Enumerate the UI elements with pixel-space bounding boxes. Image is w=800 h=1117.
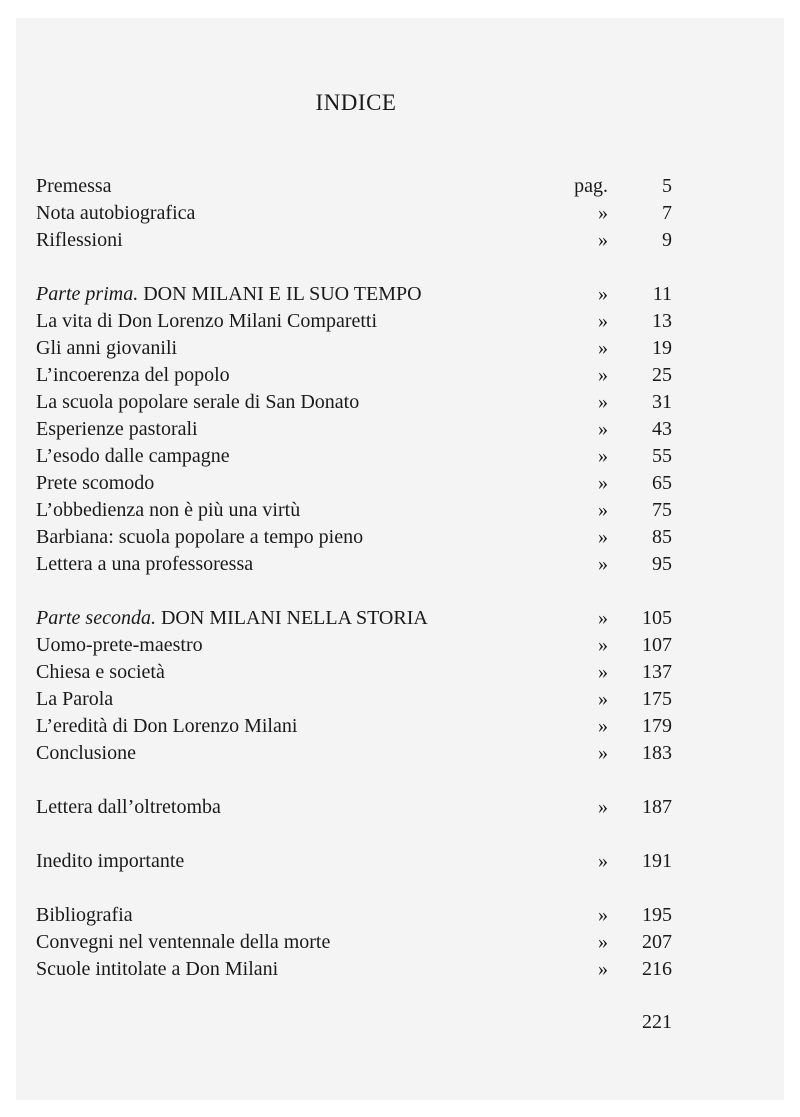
toc-part-heading-prima	[36, 281, 672, 308]
toc-entry-page: 31	[652, 391, 672, 413]
toc-entry-page: 9	[662, 229, 672, 251]
toc-entry	[36, 416, 672, 443]
toc-entry-ditto: »	[598, 391, 608, 413]
toc-entry-page: 191	[642, 850, 672, 872]
toc-entry-title: Gli anni giovanili	[36, 337, 178, 359]
toc-entry	[36, 551, 672, 578]
toc-entry-title: Lettera dall’oltretomba	[36, 796, 221, 818]
book-page	[16, 18, 784, 1100]
toc-entry-page: 75	[652, 499, 672, 521]
toc-spacer	[36, 254, 672, 281]
toc-entry-page: 216	[642, 958, 672, 980]
toc-entry-premessa	[36, 173, 672, 200]
toc-entry-ditto: »	[598, 742, 608, 764]
toc-entry-page: 183	[642, 742, 672, 764]
toc-entry-title: Conclusione	[36, 742, 136, 764]
toc-entry-ditto: »	[598, 796, 608, 818]
toc-entry-title: L’incoerenza del popolo	[36, 364, 230, 386]
toc-entry-page: 43	[652, 418, 672, 440]
toc-entry	[36, 713, 672, 740]
toc-part-title	[36, 281, 422, 308]
toc-entry-page: 95	[652, 553, 672, 575]
toc-entry	[36, 470, 672, 497]
toc-part-label: Parte seconda.	[36, 607, 156, 629]
toc-part-name: DON MILANI NELLA STORIA	[160, 607, 428, 629]
toc-entry-ditto: »	[598, 931, 608, 953]
toc-entry-page: 19	[652, 337, 672, 359]
toc-entry-ditto: »	[598, 607, 608, 629]
toc-part-heading-seconda	[36, 605, 672, 632]
toc-entry-ditto: »	[598, 337, 608, 359]
toc-entry	[36, 632, 672, 659]
toc-entry	[36, 362, 672, 389]
toc-entry-page: 107	[642, 634, 672, 656]
table-of-contents	[36, 173, 672, 983]
toc-entry-ditto: »	[598, 634, 608, 656]
toc-entry-ditto: »	[598, 715, 608, 737]
toc-entry-ditto: »	[598, 472, 608, 494]
toc-entry-ditto: »	[598, 445, 608, 467]
toc-entry-title: Chiesa e società	[36, 661, 165, 683]
toc-entry-title: Prete scomodo	[36, 472, 155, 494]
toc-entry	[36, 659, 672, 686]
toc-entry-title: L’eredità di Don Lorenzo Milani	[36, 715, 298, 737]
toc-entry-ditto: »	[598, 553, 608, 575]
toc-entry	[36, 497, 672, 524]
toc-entry-page: 179	[642, 715, 672, 737]
toc-entry-ditto: »	[598, 418, 608, 440]
toc-entry-title: Uomo-prete-maestro	[36, 634, 203, 656]
toc-entry-page: 55	[652, 445, 672, 467]
toc-entry-page: 5	[662, 175, 672, 197]
toc-entry-lettera	[36, 794, 672, 821]
toc-entry-title: Convegni nel ventennale della morte	[36, 931, 331, 953]
toc-spacer	[36, 578, 672, 605]
toc-entry-ditto: »	[598, 688, 608, 710]
toc-entry	[36, 524, 672, 551]
toc-entry-ditto: »	[598, 904, 608, 926]
toc-entry	[36, 389, 672, 416]
toc-entry-ditto: »	[598, 958, 608, 980]
page-title: INDICE	[315, 90, 397, 115]
toc-entry	[36, 308, 672, 335]
toc-entry-inedito	[36, 848, 672, 875]
toc-entry-ditto: »	[598, 229, 608, 251]
page-number: 221	[642, 1011, 672, 1033]
toc-entry	[36, 902, 672, 929]
toc-entry-page-prefix: pag.	[574, 175, 608, 197]
toc-entry-title: La Parola	[36, 688, 114, 710]
toc-entry	[36, 740, 672, 767]
toc-entry-title: Barbiana: scuola popolare a tempo pieno	[36, 526, 364, 548]
toc-entry-title: La vita di Don Lorenzo Milani Comparetti	[36, 310, 378, 332]
toc-entry-title: Scuole intitolate a Don Milani	[36, 958, 279, 980]
toc-entry-ditto: »	[598, 202, 608, 224]
toc-entry-title: L’obbedienza non è più una virtù	[36, 499, 301, 521]
toc-entry-page: 7	[662, 202, 672, 224]
toc-entry-ditto: »	[598, 283, 608, 305]
toc-entry	[36, 335, 672, 362]
toc-entry	[36, 956, 672, 983]
toc-entry-page: 13	[652, 310, 672, 332]
toc-entry	[36, 443, 672, 470]
toc-entry-page: 195	[642, 904, 672, 926]
toc-entry-ditto: »	[598, 526, 608, 548]
toc-entry	[36, 929, 672, 956]
toc-entry-title: La scuola popolare serale di San Donato	[36, 391, 360, 413]
toc-spacer	[36, 767, 672, 794]
toc-entry-title: Riflessioni	[36, 229, 123, 251]
toc-entry-ditto: »	[598, 310, 608, 332]
toc-entry-ditto: »	[598, 364, 608, 386]
toc-entry-ditto: »	[598, 661, 608, 683]
toc-entry-page: 11	[652, 283, 672, 305]
toc-entry-nota-autobiografica	[36, 200, 672, 227]
toc-entry-page: 65	[652, 472, 672, 494]
toc-entry-page: 207	[642, 931, 672, 953]
toc-entry-page: 175	[642, 688, 672, 710]
toc-part-label: Parte prima.	[36, 283, 139, 305]
toc-entry-page: 187	[642, 796, 672, 818]
toc-entry-title: Lettera a una professoressa	[36, 553, 254, 575]
toc-entry-ditto: »	[598, 850, 608, 872]
toc-entry	[36, 686, 672, 713]
toc-entry-title: Nota autobiografica	[36, 202, 196, 224]
toc-entry-title: Bibliografia	[36, 904, 133, 926]
toc-entry-riflessioni	[36, 227, 672, 254]
toc-entry-title: Inedito importante	[36, 850, 185, 872]
toc-spacer	[36, 875, 672, 902]
toc-entry-title: L’esodo dalle campagne	[36, 445, 230, 467]
toc-spacer	[36, 821, 672, 848]
toc-entry-title: Premessa	[36, 175, 112, 197]
toc-entry-page: 85	[652, 526, 672, 548]
toc-part-name: DON MILANI E IL SUO TEMPO	[143, 283, 422, 305]
toc-entry-page: 25	[652, 364, 672, 386]
toc-entry-ditto: »	[598, 499, 608, 521]
toc-part-title	[36, 605, 428, 632]
toc-entry-page: 105	[642, 607, 672, 629]
toc-entry-page: 137	[642, 661, 672, 683]
toc-entry-title: Esperienze pastorali	[36, 418, 198, 440]
